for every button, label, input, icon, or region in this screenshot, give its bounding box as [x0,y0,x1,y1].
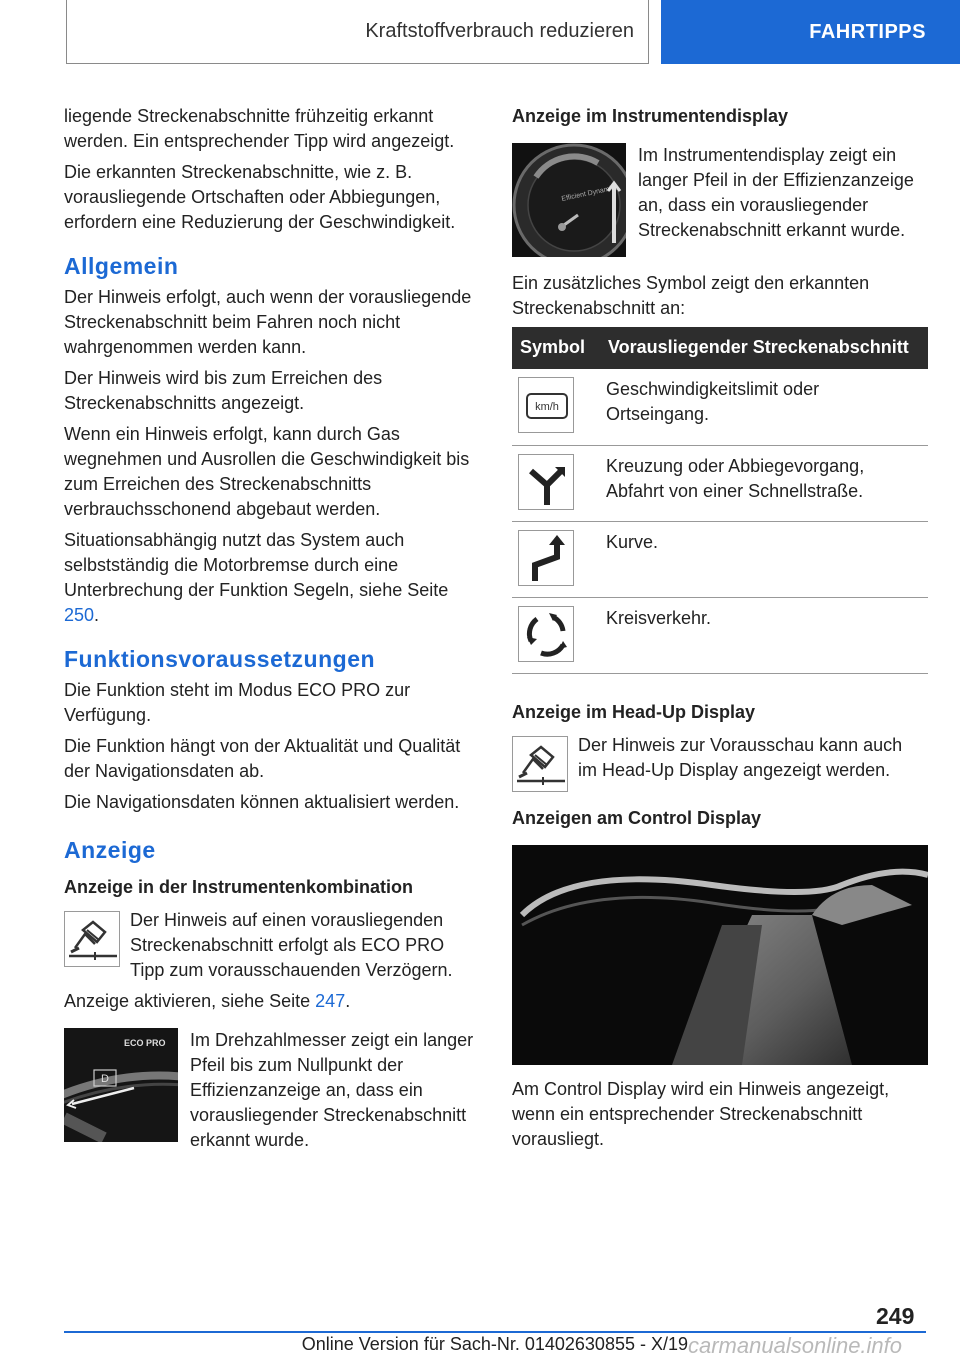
table-header-description: Vorausliegender Streckenabschnitt [600,327,928,369]
page-link-250[interactable]: 250 [64,605,95,625]
symbol-table [512,327,928,674]
paragraph: Ein zusätzliches Symbol zeigt den erkannten Streckenabschnitt an: [512,273,870,318]
table-row [512,445,928,521]
footer-text: Online Version für Sach-Nr. 01402630855 - X/19 [301,1334,688,1354]
paragraph-with-link: Situationsabhängig nutzt das System auch selbstständig die Motorbremse durch eine Unterbrechung der Funktion Segeln, siehe Seite 250. [64,530,449,625]
table-cell-text: Kreuzung oder Abbiegevorgang, Abfahrt von einer Schnellstraße. [600,445,928,521]
paragraph: Die Navigationsdaten können aktualisiert werden. [64,792,460,812]
eco-tip-row [64,908,480,983]
section-title-box [66,0,649,64]
table-cell-text: Kreisverkehr. [600,597,928,673]
table-cell-icon [512,597,600,673]
paragraph: liegende Streckenabschnitte frühzeitig erkannt werden. Ein entsprechender Tipp wird angezeigt. [64,106,455,151]
heading-funktionsvoraussetzungen: Funktionsvoraussetzungen [64,646,376,672]
paragraph-with-link: Anzeige aktivieren, siehe Seite 247. [64,991,351,1011]
table-cell-text: Kurve. [600,521,928,597]
paragraph: Am Control Display wird ein Hinweis angezeigt, wenn ein entsprechender Streckenabschnitt vorausliegt. [512,1078,890,1149]
paragraph: Der Hinweis erfolgt, auch wenn der vorausliegende Streckenabschnitt beim Fahren noch nicht wahrgenommen werden kann. [64,287,472,357]
paragraph-text: Situationsabhängig nutzt das System auch selbstständig die Motorbremse durch eine Unterbrechung der Funktion Segeln, siehe Seite [64,530,449,600]
hud-row [512,733,928,792]
paragraph-text: Anzeige aktivieren, siehe Seite [64,991,311,1011]
section-title: Kraftstoffverbrauch reduzieren [365,20,634,42]
heading-anzeige: Anzeige [64,837,156,863]
road-warning-icon [64,911,120,967]
paragraph: Die Funktion hängt von der Aktualität und Qualität der Navigationsdaten ab. [64,736,461,781]
paragraph: Die erkannten Streckenabschnitte, wie z. B. vorausliegende Ortschaften oder Abbiegungen, erfordern eine Reduzierung der Geschwindigkeit. [64,162,456,232]
curve-icon [518,530,574,586]
right-column [512,104,928,1158]
page-link-247[interactable]: 247 [315,991,346,1011]
watermark: carmanualsonline.info [688,1333,903,1358]
chapter-tab [661,0,960,64]
tachometer-photo [64,1028,178,1142]
table-row [512,597,928,673]
gear-label: D [101,1073,109,1085]
paragraph: Der Hinweis wird bis zum Erreichen des Streckenabschnitts angezeigt. [64,368,383,413]
page-header [0,0,960,66]
table-cell-icon [512,369,600,445]
chapter-title: FAHRTIPPS [809,20,926,43]
table-row [512,369,928,445]
eco-tip-text: Der Hinweis auf einen vorausliegenden Streckenabschnitt erfolgt als ECO PRO Tipp zum vorausschauenden Verzögern. [130,910,453,980]
ecopro-label: ECO PRO [124,1038,166,1048]
roundabout-icon [518,606,574,662]
tachometer-row [64,1028,480,1153]
speed-limit-label: km/h [535,401,559,413]
junction-icon [518,454,574,510]
road-warning-icon [512,736,568,792]
table-cell-icon [512,521,600,597]
table-row [512,521,928,597]
table-header-symbol: Symbol [512,327,600,369]
table-cell-text: Geschwindigkeitslimit oder Ortseingang. [600,369,928,445]
subheading-instrumentenkombination: Anzeige in der Instrumentenkombination [64,877,414,897]
subheading-control-display: Anzeigen am Control Display [512,807,762,828]
table-cell-icon [512,445,600,521]
hud-text: Der Hinweis zur Vorausschau kann auch im Head-Up Display angezeigt werden. [578,734,903,780]
instrument-display-photo [512,143,626,257]
gauge-label: Efficient Dynamics [560,184,619,203]
page-number: 249 [876,1303,915,1329]
table-header-row [512,327,928,369]
left-column [64,104,480,1159]
speed-limit-icon [518,377,574,433]
control-display-photo [512,845,928,1065]
instrument-display-text: Im Instrumentendisplay zeigt ein langer Pfeil in der Effizienzanzeige an, dass ein vorausliegender Streckenabschnitt erkannt wurde. [638,145,914,240]
heading-allgemein: Allgemein [64,253,179,279]
instrument-display-row [512,143,928,257]
tachometer-text: Im Drehzahlmesser zeigt ein langer Pfeil bis zum Nullpunkt der Effizienzanzeige an, dass ein vorausliegender Streckenabschnitt erkannt wurde. [190,1030,474,1150]
paragraph: Wenn ein Hinweis erfolgt, kann durch Gas wegnehmen und Ausrollen die Geschwindigkeit bis zum Erreichen des Streckenabschnitts verbrauchsschonend abgebaut werden. [64,424,470,519]
subheading-head-up-display: Anzeige im Head-Up Display [512,701,756,722]
paragraph: Die Funktion steht im Modus ECO PRO zur Verfügung. [64,680,411,725]
subheading-instrumentendisplay: Anzeige im Instrumentendisplay [512,106,789,126]
